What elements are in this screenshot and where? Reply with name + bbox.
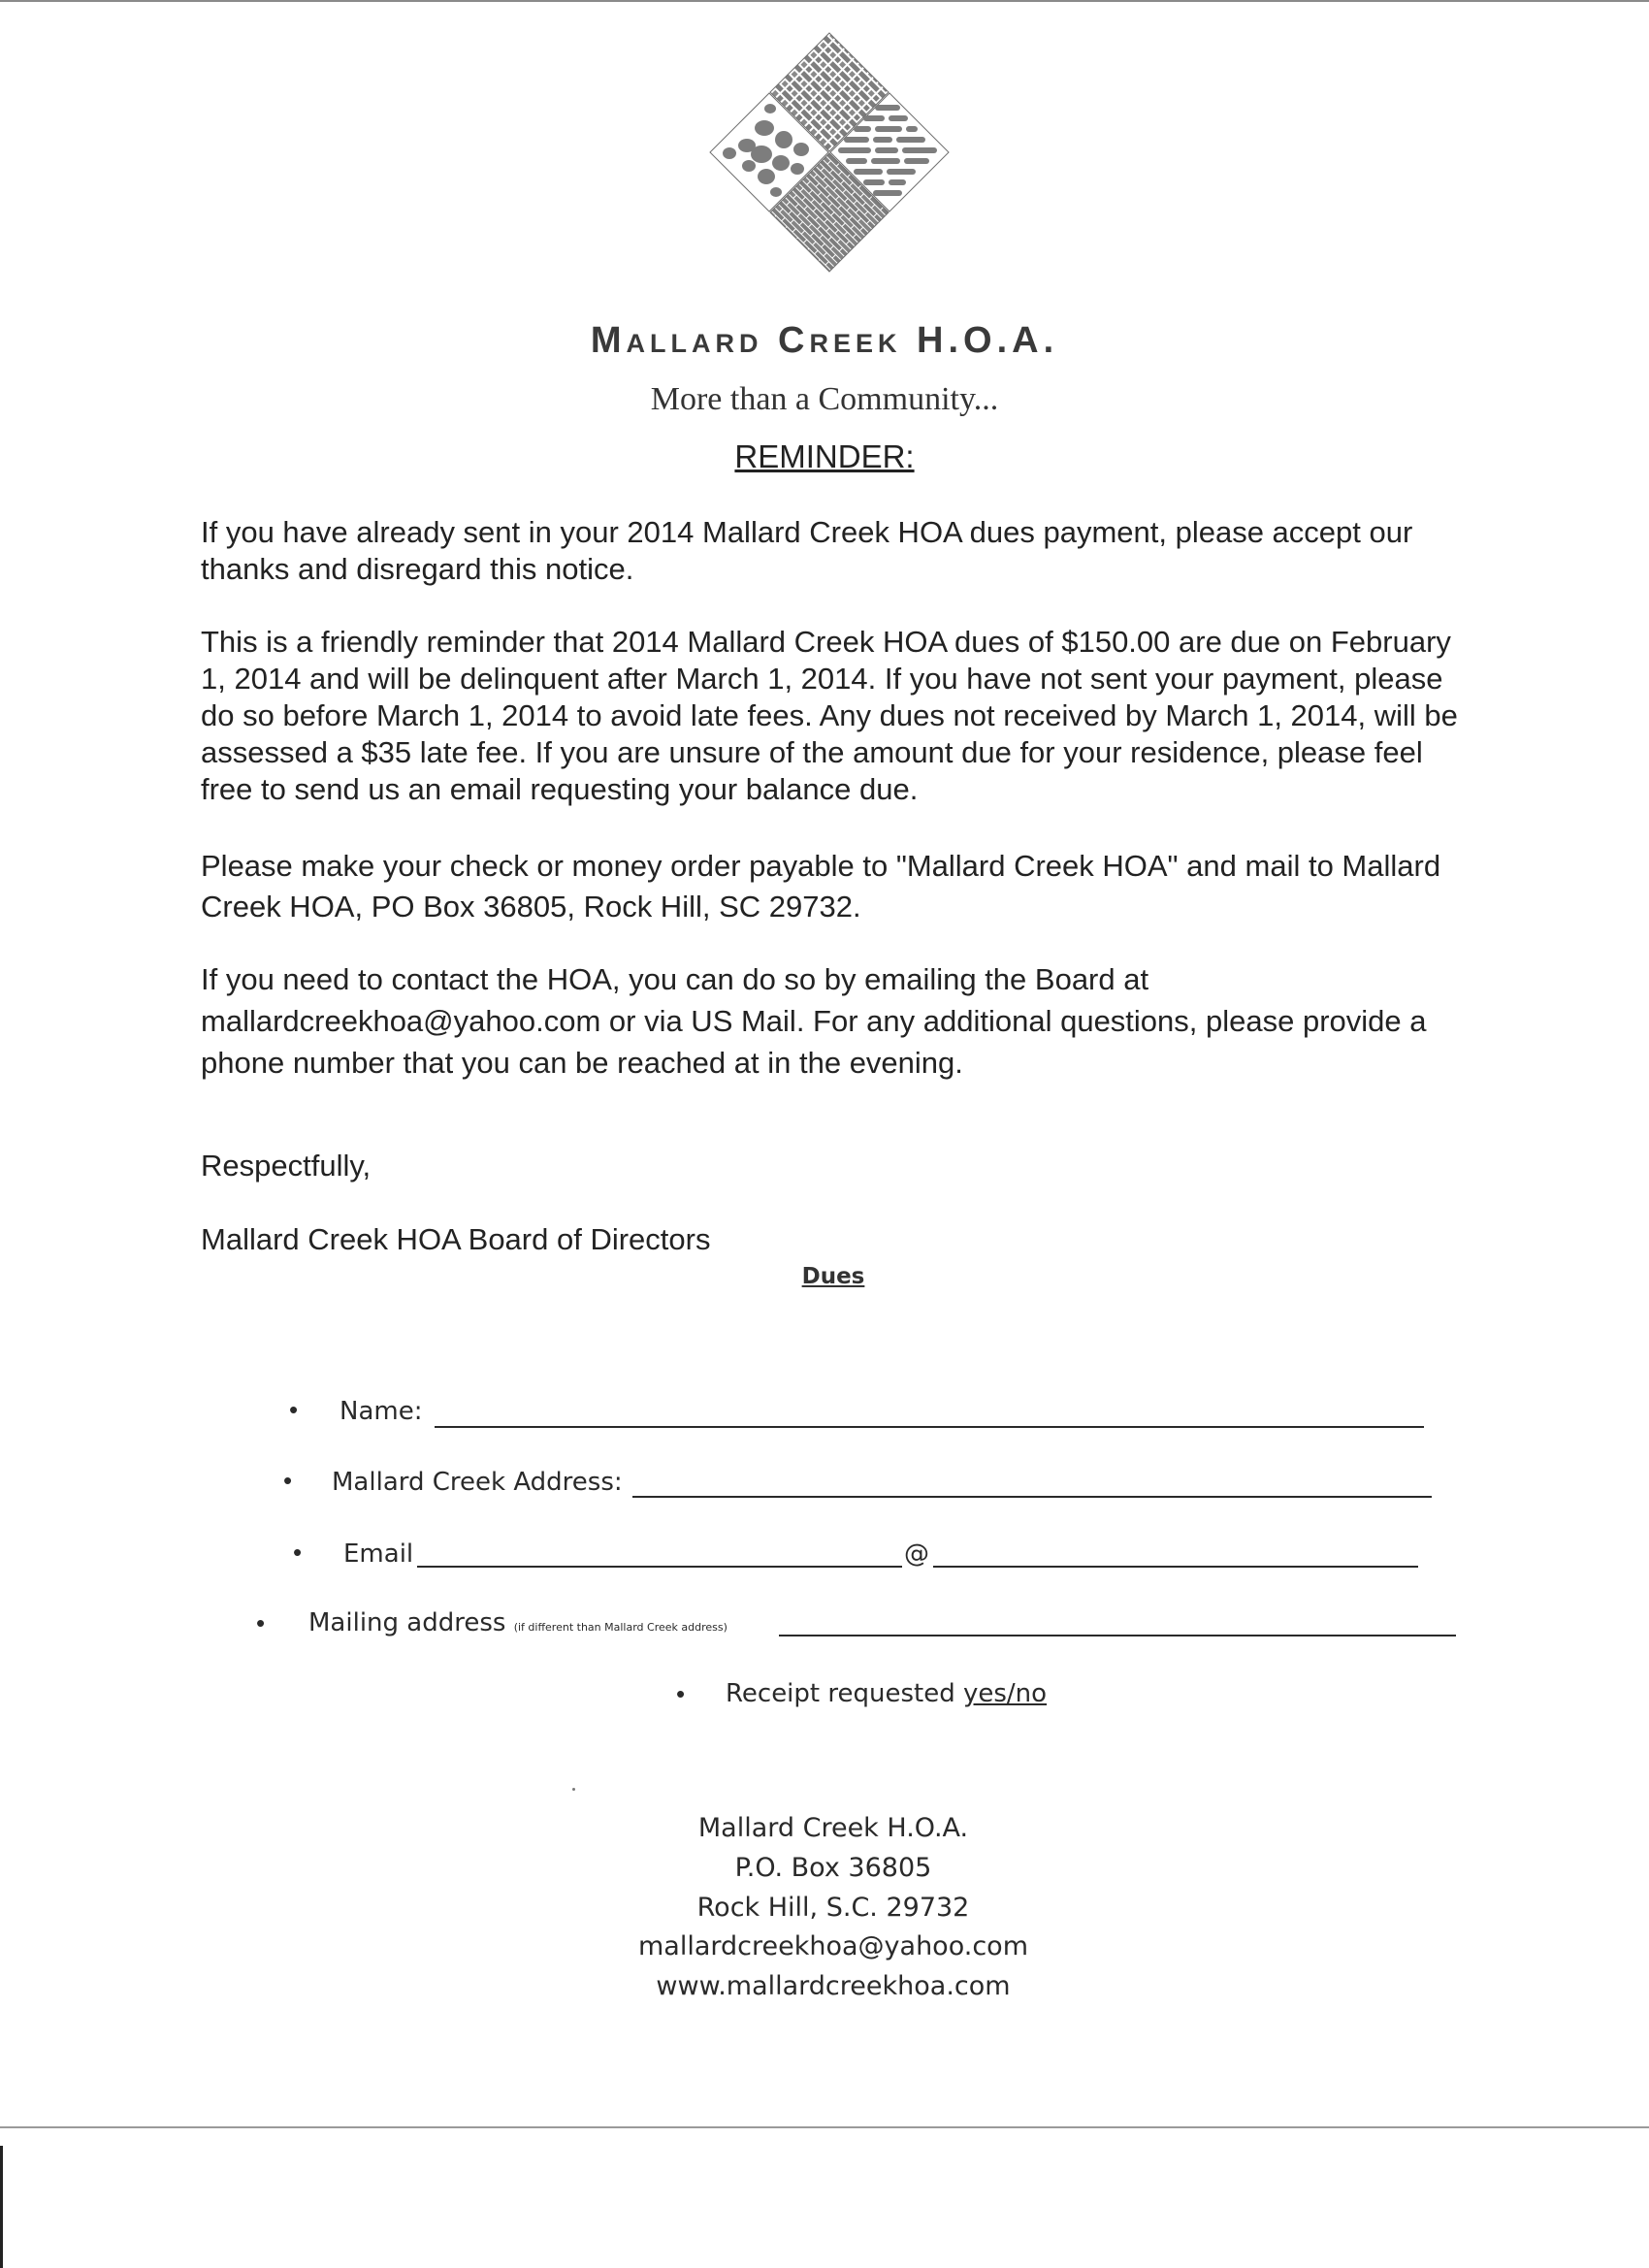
footer-email: mallardcreekhoa@yahoo.com bbox=[638, 1931, 1028, 1961]
name-label: Name: bbox=[340, 1397, 423, 1426]
receipt-requested-label: Receipt requested yes/no bbox=[726, 1679, 1048, 1708]
email-at-sign: @ bbox=[904, 1539, 929, 1569]
mailing-address-field[interactable] bbox=[779, 1635, 1456, 1636]
org-name: Mallard Creek H.O.A. bbox=[590, 320, 1059, 361]
footer-city: Rock Hill, S.C. 29732 bbox=[696, 1893, 970, 1923]
bullet-icon: • bbox=[289, 1395, 299, 1424]
paragraph-contact-info: If you need to contact the HOA, you can do so by emailing the Board at mallardcreekhoa@yahoo.com or via US Mail. For any additional questions, please provide a phone number that you can be reached at in the evening. bbox=[201, 962, 1427, 1080]
receipt-yes-no-option[interactable]: yes/no bbox=[962, 1679, 1048, 1708]
paragraph-payment-instructions: Please make your check or money order payable to "Mallard Creek HOA" and mail to Mallard Creek HOA, PO Box 36805, Rock Hill, SC 29732. bbox=[201, 849, 1441, 923]
bullet-icon: • bbox=[676, 1679, 686, 1708]
footer-website: www.mallardcreekhoa.com bbox=[656, 1971, 1011, 2001]
closing: Respectfully, bbox=[201, 1149, 372, 1183]
mailing-address-note: (if different than Mallard Creek address) bbox=[513, 1621, 728, 1634]
tagline: More than a Community... bbox=[650, 381, 999, 417]
address-label: Mallard Creek Address: bbox=[332, 1468, 623, 1497]
notice-title: REMINDER: bbox=[734, 438, 915, 474]
email-label: Email bbox=[343, 1539, 414, 1569]
email-domain-field[interactable] bbox=[933, 1566, 1418, 1568]
bullet-icon: • bbox=[283, 1466, 293, 1495]
hoa-logo-icon bbox=[708, 31, 951, 274]
email-user-field[interactable] bbox=[417, 1566, 902, 1568]
signature: Mallard Creek HOA Board of Directors bbox=[201, 1222, 711, 1256]
name-field[interactable] bbox=[435, 1426, 1424, 1428]
dues-form-heading: Dues bbox=[801, 1264, 865, 1289]
paragraph-thanks: If you have already sent in your 2014 Mallard Creek HOA dues payment, please accept our thanks and disregard this notice. bbox=[201, 515, 1413, 586]
scan-edge-left bbox=[0, 2146, 3, 2268]
scan-speck bbox=[572, 1788, 575, 1791]
bullet-icon: • bbox=[293, 1538, 303, 1567]
footer-po-box: P.O. Box 36805 bbox=[734, 1853, 932, 1883]
mailing-address-label: Mailing address (if different than Mallard Creek address) bbox=[308, 1608, 728, 1637]
scan-edge-bottom bbox=[0, 2126, 1649, 2128]
address-field[interactable] bbox=[632, 1496, 1432, 1498]
bullet-icon: • bbox=[256, 1608, 266, 1637]
footer-org-name: Mallard Creek H.O.A. bbox=[697, 1813, 969, 1843]
paragraph-dues-reminder: This is a friendly reminder that 2014 Mallard Creek HOA dues of $150.00 are due on February 1, 2014 and will be delinquent after March 1, 2014. If you have not sent your payment, please do so before March 1, 2014 to avoid late fees. Any dues not received by March 1, 2014, will be assessed a $35 late fee. If you are unsure of the amount due for your residence, please feel free to send us an email requesting your balance due. bbox=[201, 625, 1458, 806]
scan-edge-top bbox=[0, 0, 1649, 2]
